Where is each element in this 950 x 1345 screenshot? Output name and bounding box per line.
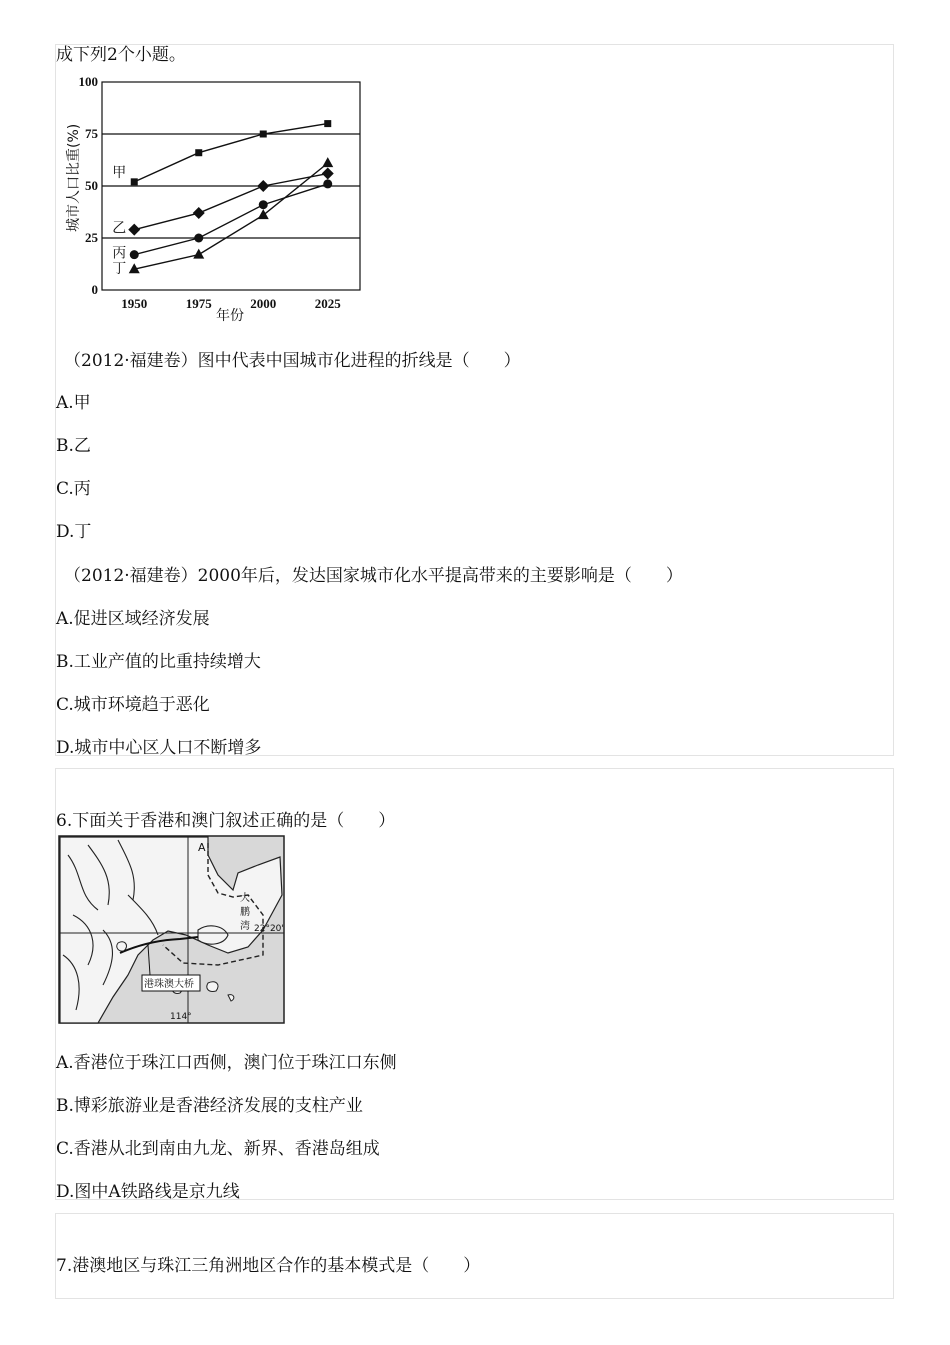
point-square [260,131,267,138]
bay-label-2: 鹏 [240,907,250,918]
series-label: 丁 [112,261,127,278]
point-diamond [193,207,205,219]
point-triangle [258,209,269,219]
q7-stem: 7.港澳地区与珠江三角洲地区合作的基本模式是（ ） [56,1256,481,1276]
point-diamond [322,168,334,180]
series-label: 甲 [112,164,127,181]
q6-option-d[interactable]: D.图中A铁路线是京九线 [56,1182,240,1202]
q5-sub1-option-c[interactable]: C.丙 [56,479,91,499]
y-tick-label: 0 [91,282,98,297]
q5-sub1-stem: （2012·福建卷）图中代表中国城市化进程的折线是（ ） [64,351,521,371]
series-line-0 [134,124,328,182]
series-label: 丙 [112,245,127,262]
q6-option-c[interactable]: C.香港从北到南由九龙、新界、香港岛组成 [56,1139,380,1159]
x-tick-label: 1950 [121,296,148,311]
x-tick-label: 2000 [250,296,277,311]
point-square [195,149,202,156]
q6-option-b[interactable]: B.博彩旅游业是香港经济发展的支柱产业 [56,1096,363,1116]
longitude-label: 114° [170,1012,192,1022]
y-tick-label: 100 [78,74,98,89]
point-circle [323,179,332,188]
series-lines [134,124,328,270]
x-tick-label: 1975 [185,296,212,311]
point-circle [130,250,139,259]
x-tick-label: 2025 [314,296,341,311]
q5-sub2-option-b[interactable]: B.工业产值的比重持续增大 [56,652,261,672]
latitude-label: 22°20' [254,924,284,934]
point-square [131,178,138,185]
y-tick-label: 25 [85,230,98,245]
bridge-label: 港珠澳大桥 [144,979,194,990]
x-axis-label: 年份 [216,308,244,324]
q5-sub1-option-d[interactable]: D.丁 [56,522,92,542]
q6-option-a[interactable]: A.香港位于珠江口西侧，澳门位于珠江口东侧 [56,1053,397,1073]
q5-sub2-option-c[interactable]: C.城市环境趋于恶化 [56,695,210,715]
q5-sub2-option-d[interactable]: D.城市中心区人口不断增多 [56,738,262,758]
railway-label: A [198,841,206,854]
point-triangle [322,157,333,167]
bay-label-1: 大 [240,893,250,904]
urbanization-line-chart [60,72,370,332]
point-square [324,120,331,127]
series-label: 乙 [112,220,127,237]
point-diamond [257,180,269,192]
series-labels [112,165,126,277]
series-line-2 [134,184,328,255]
q5-sub2-option-a[interactable]: A.促进区域经济发展 [56,609,210,629]
point-diamond [128,224,140,236]
pearl-river-delta-map [58,835,286,1025]
q6-stem: 6.下面关于香港和澳门叙述正确的是（ ） [56,811,396,831]
y-axis-label: 城市人口比重(%) [66,123,82,232]
bay-label-3: 湾 [240,921,250,932]
q5-sub1-option-b[interactable]: B.乙 [56,436,91,456]
intro-text: 成下列2个小题。 [56,45,186,65]
point-triangle [193,249,204,259]
q5-sub1-option-a[interactable]: A.甲 [56,393,91,413]
point-circle [194,234,203,243]
y-tick-label: 50 [85,178,98,193]
y-tick-label: 75 [85,126,98,141]
point-circle [259,200,268,209]
q5-sub2-stem: （2012·福建卷）2000年后，发达国家城市化水平提高带来的主要影响是（ ） [64,566,683,586]
